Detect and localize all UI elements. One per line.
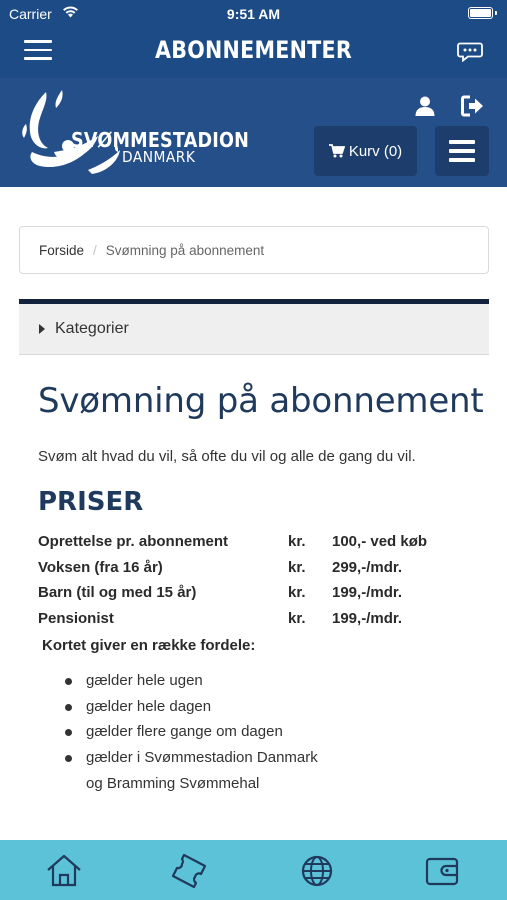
status-bar xyxy=(0,0,507,28)
logo-name: SVØMMESTADION xyxy=(71,128,250,152)
list-item: gælder hele ugen xyxy=(86,668,488,694)
intro-text: Svøm alt hvad du vil, så ofte du vil og alle de gang du vil. xyxy=(38,448,416,465)
site-menu-button[interactable] xyxy=(435,126,489,176)
tab-tickets[interactable] xyxy=(170,852,208,890)
breadcrumb-separator: / xyxy=(93,242,97,258)
chat-icon[interactable] xyxy=(457,42,483,62)
price-label: Pensionist xyxy=(38,610,114,628)
carrier-label: Carrier xyxy=(9,6,52,22)
categories-toggle[interactable] xyxy=(19,299,489,355)
breadcrumb xyxy=(19,226,489,274)
user-icon[interactable] xyxy=(414,95,436,117)
logout-icon[interactable] xyxy=(461,95,485,117)
bottom-tab-bar xyxy=(0,840,507,900)
price-currency: kr. xyxy=(288,533,306,550)
caret-right-icon xyxy=(39,324,45,334)
battery-cap xyxy=(495,11,497,15)
cart-icon xyxy=(329,144,345,158)
price-row xyxy=(38,584,488,610)
list-item: gælder flere gange om dagen xyxy=(86,719,488,745)
benefits-list xyxy=(38,668,488,797)
price-currency: kr. xyxy=(288,558,306,576)
cart-label: Kurv (0) xyxy=(348,142,403,160)
page-title: Svømning på abonnement xyxy=(38,381,484,421)
site-header xyxy=(0,78,507,187)
app-title: ABONNEMENTER xyxy=(155,36,352,64)
categories-label: Kategorier xyxy=(55,320,129,337)
price-amount: 299,-/mdr. xyxy=(332,558,403,576)
tab-web[interactable] xyxy=(298,852,336,890)
price-table xyxy=(38,533,488,636)
app-header xyxy=(0,0,507,78)
list-item: gælder hele dagen xyxy=(86,694,488,720)
tab-home[interactable] xyxy=(45,852,83,890)
hamburger-icon xyxy=(449,140,475,144)
price-label: Oprettelse pr. abonnement xyxy=(38,533,229,550)
price-amount: 199,-/mdr. xyxy=(332,584,403,602)
list-item xyxy=(86,745,488,797)
globe-icon xyxy=(298,852,336,890)
site-logo[interactable] xyxy=(18,88,250,180)
prices-heading: PRISER xyxy=(38,487,144,517)
breadcrumb-home-link[interactable]: Forside xyxy=(39,242,85,258)
home-icon xyxy=(45,852,83,890)
price-row xyxy=(38,533,488,559)
logo-subtitle: DANMARK xyxy=(122,148,196,166)
price-label: Barn (til og med 15 år) xyxy=(38,584,197,602)
list-item-continuation: og Bramming Svømmehal xyxy=(86,774,260,792)
price-label: Voksen (fra 16 år) xyxy=(38,558,163,576)
battery-icon xyxy=(468,7,493,19)
price-currency: kr. xyxy=(288,610,306,628)
tab-wallet[interactable] xyxy=(423,852,461,890)
wallet-icon xyxy=(423,852,461,890)
main-content xyxy=(38,378,488,797)
benefits-heading: Kortet giver en række fordele: xyxy=(42,636,256,654)
price-amount: 100,- ved køb xyxy=(332,533,428,550)
price-row xyxy=(38,559,488,585)
price-row xyxy=(38,610,488,636)
price-currency: kr. xyxy=(288,584,306,602)
price-amount: 199,-/mdr. xyxy=(332,610,403,628)
cart-button[interactable] xyxy=(314,126,417,176)
list-item-text: gælder i Svømmestadion Danmark xyxy=(86,749,318,767)
ticket-icon xyxy=(170,852,208,890)
breadcrumb-current: Svømning på abonnement xyxy=(105,242,265,258)
status-time: 9:51 AM xyxy=(226,6,281,22)
